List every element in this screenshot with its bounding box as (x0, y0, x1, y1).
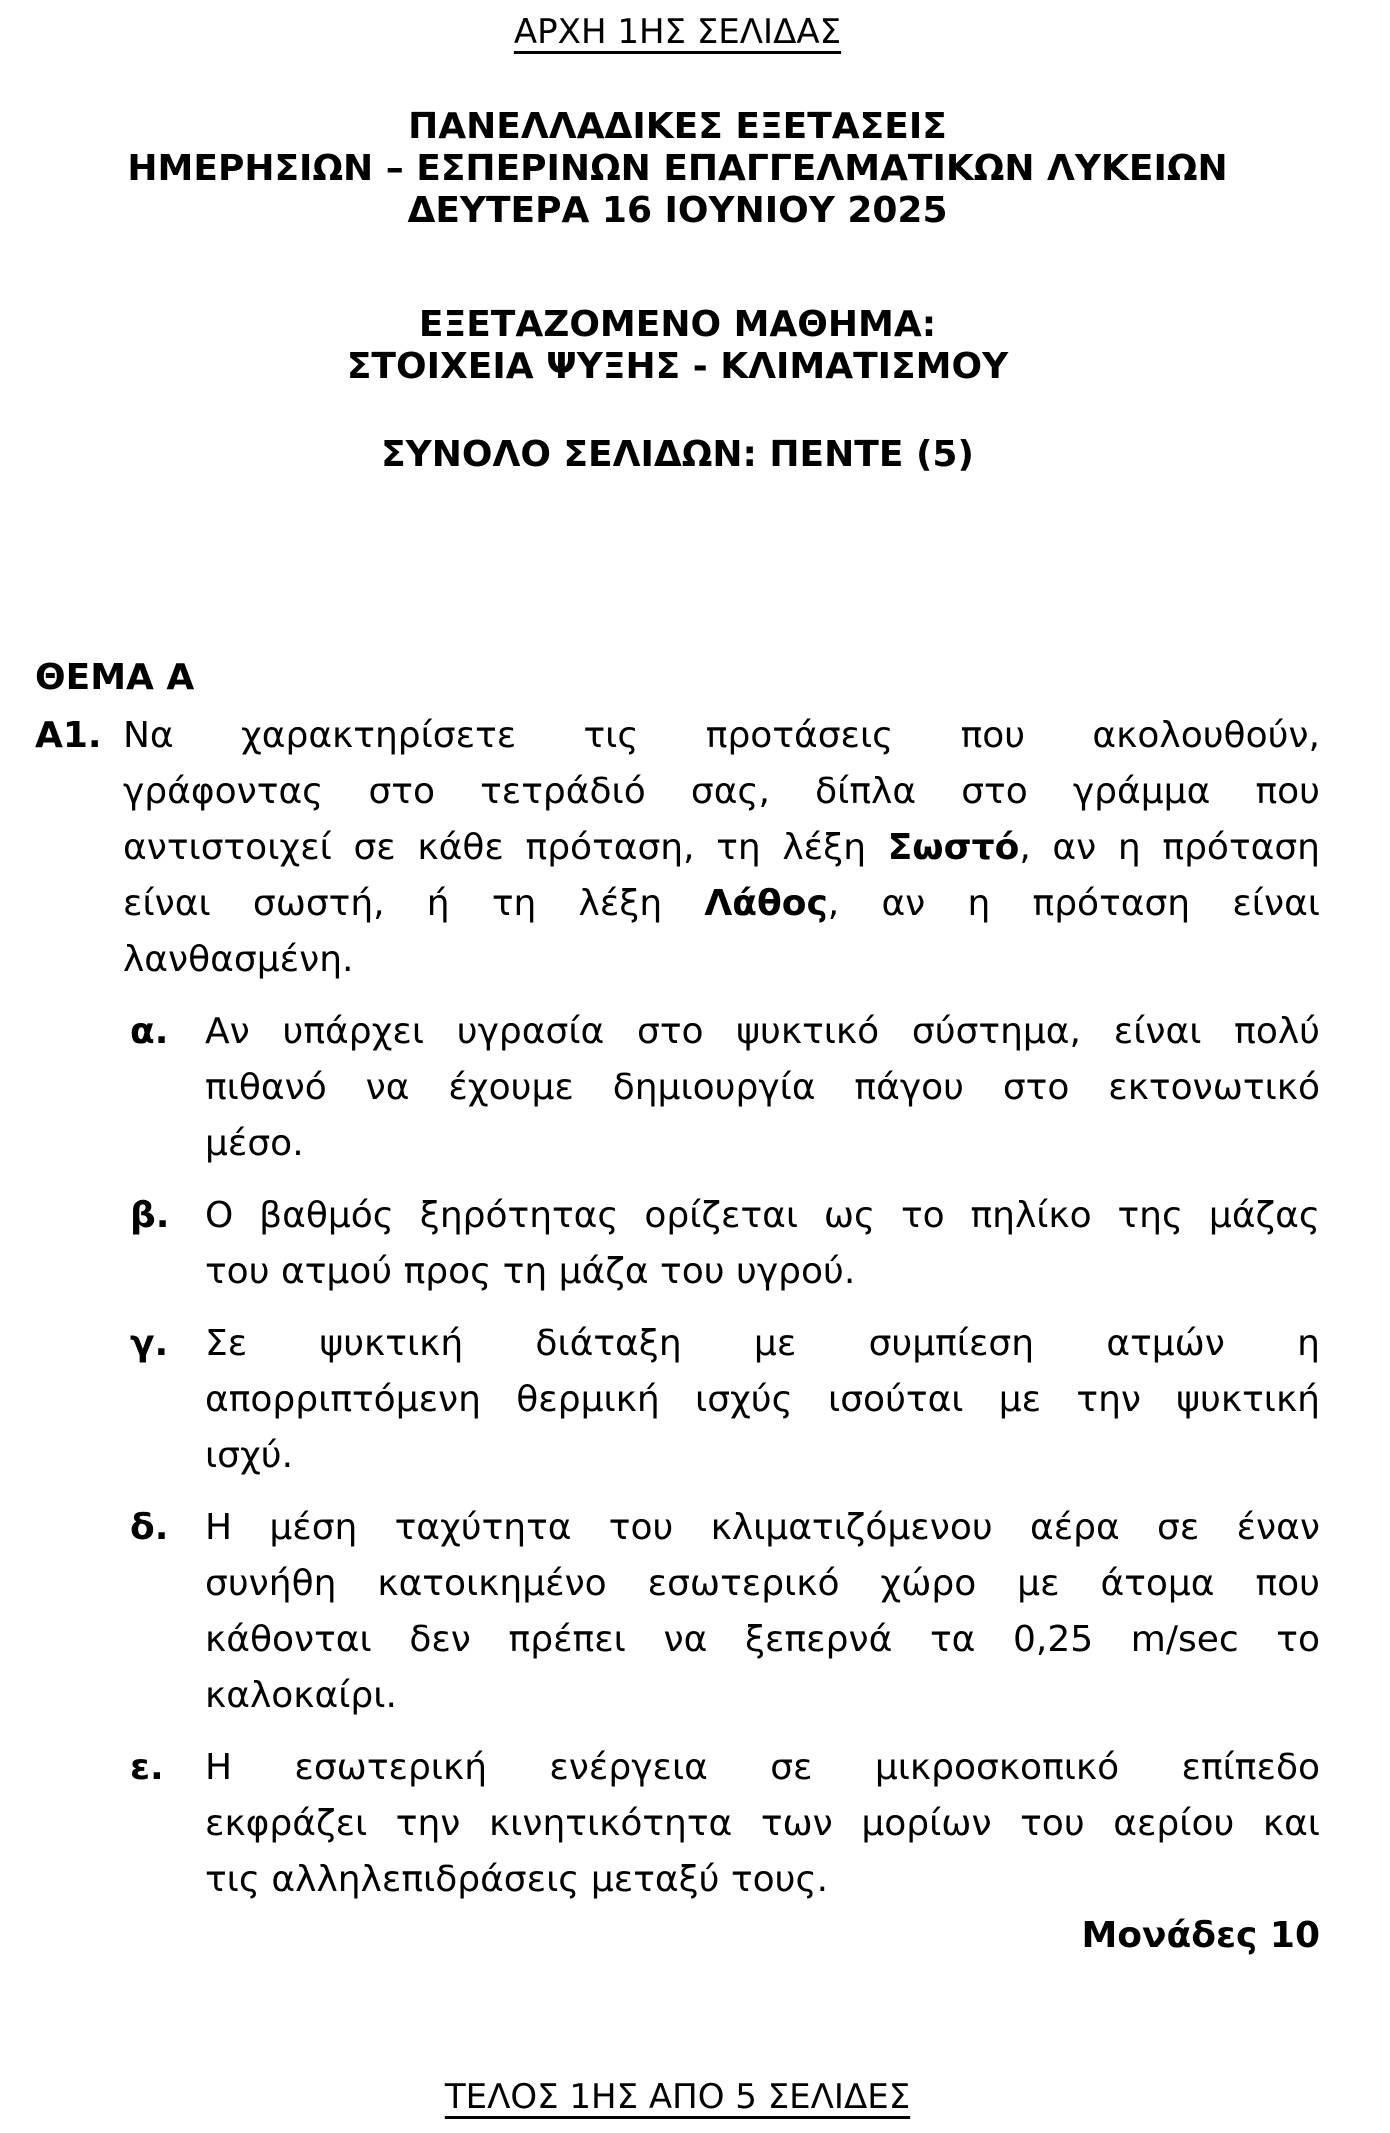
statement-beta-label: β. (130, 1195, 170, 1236)
exam-title-line: ΠΑΝΕΛΛΑΔΙΚΕΣ ΕΞΕΤΑΣΕΙΣ (408, 106, 947, 147)
statement-alpha-label: α. (130, 1011, 169, 1052)
pages-total: ΣΥΝΟΛΟ ΣΕΛΙΔΩΝ: ΠΕΝΤΕ (5) (381, 434, 974, 475)
theme-a-title: ΘΕΜΑ Α (35, 657, 195, 698)
text-line: αντιστοιχεί σε κάθε πρόταση, τη λέξη Σωστό, αν η πρόταση (123, 827, 1320, 868)
text-line: Η εσωτερική ενέργεια σε μικροσκοπικό επίπεδο (205, 1747, 1320, 1788)
text-line: τις αλληλεπιδράσεις μεταξύ τους. (205, 1859, 829, 1900)
statement-gamma-text (205, 1316, 1320, 1484)
page-start-marker (35, 10, 1320, 54)
text-line: καλοκαίρι. (205, 1675, 397, 1716)
statement-epsilon (35, 1740, 1320, 1908)
page-end-marker (35, 2075, 1320, 2119)
text-line: είναι σωστή, ή τη λέξη Λάθος, αν η πρόταση είναι (123, 883, 1320, 924)
text-line: του ατμού προς τη μάζα του υγρού. (205, 1251, 856, 1292)
statement-gamma-label: γ. (130, 1323, 169, 1364)
exam-title-block (35, 106, 1320, 232)
subject-label: ΕΞΕΤΑΖΟΜΕΝΟ ΜΑΘΗΜΑ: (418, 304, 937, 345)
statement-epsilon-text (205, 1740, 1320, 1908)
exam-title-line: ΗΜΕΡΗΣΙΩΝ – ΕΣΠΕΡΙΝΩΝ ΕΠΑΓΓΕΛΜΑΤΙΚΩΝ ΛΥΚΕΙΩΝ (127, 148, 1228, 189)
text-line: πιθανό να έχουμε δημιουργία πάγου στο εκτονωτικό (205, 1067, 1320, 1108)
question-a1-intro (123, 708, 1320, 988)
text-line: λανθασμένη. (123, 939, 354, 980)
question-a1-label: Α1. (35, 715, 102, 756)
exam-date-line: ΔΕΥΤΕΡΑ 16 ΙΟΥΝΙΟΥ 2025 (407, 190, 948, 231)
text-line: συνήθη κατοικημένο εσωτερικό χώρο με άτομα που (205, 1563, 1320, 1604)
statement-beta-text (205, 1188, 1320, 1300)
text-line: Σε ψυκτική διάταξη με συμπίεση ατμών η (205, 1323, 1320, 1364)
statement-alpha-text (205, 1004, 1320, 1172)
text-line: απορριπτόμενη θερμική ισχύς ισούται με την ψυκτική (205, 1379, 1320, 1420)
subject-name: ΣΤΟΙΧΕΙΑ ΨΥΞΗΣ - ΚΛΙΜΑΤΙΣΜΟΥ (346, 346, 1009, 387)
statement-beta (35, 1188, 1320, 1300)
statement-delta-text (205, 1500, 1320, 1724)
statement-epsilon-label: ε. (130, 1747, 164, 1788)
text-line: Να χαρακτηρίσετε τις προτάσεις που ακολουθούν, (123, 715, 1320, 756)
text-line: κάθονται δεν πρέπει να ξεπερνά τα 0,25 m/sec το (205, 1619, 1320, 1660)
statement-delta (35, 1500, 1320, 1724)
text-line: μέσο. (205, 1123, 304, 1164)
points-badge: Μονάδες 10 (1081, 1915, 1320, 1956)
subject-block (35, 304, 1320, 388)
text-line: Ο βαθμός ξηρότητας ορίζεται ως το πηλίκο της μάζας (205, 1195, 1320, 1236)
text-line: Η μέση ταχύτητα του κλιματιζόμενου αέρα σε έναν (205, 1507, 1320, 1548)
text-line: γράφοντας στο τετράδιό σας, δίπλα στο γράμμα που (123, 771, 1320, 812)
page-end-text: ΤΕΛΟΣ 1ΗΣ ΑΠΟ 5 ΣΕΛΙΔΕΣ (444, 2077, 911, 2117)
statement-alpha (35, 1004, 1320, 1172)
text-line: εκφράζει την κινητικότητα των μορίων του αερίου και (205, 1803, 1320, 1844)
question-a1 (35, 708, 1320, 988)
statement-gamma (35, 1316, 1320, 1484)
page-start-text: ΑΡΧΗ 1ΗΣ ΣΕΛΙΔΑΣ (513, 12, 842, 52)
statement-delta-label: δ. (130, 1507, 169, 1548)
text-line: ισχύ. (205, 1435, 294, 1476)
text-line: Αν υπάρχει υγρασία στο ψυκτικό σύστημα, είναι πολύ (205, 1011, 1320, 1052)
